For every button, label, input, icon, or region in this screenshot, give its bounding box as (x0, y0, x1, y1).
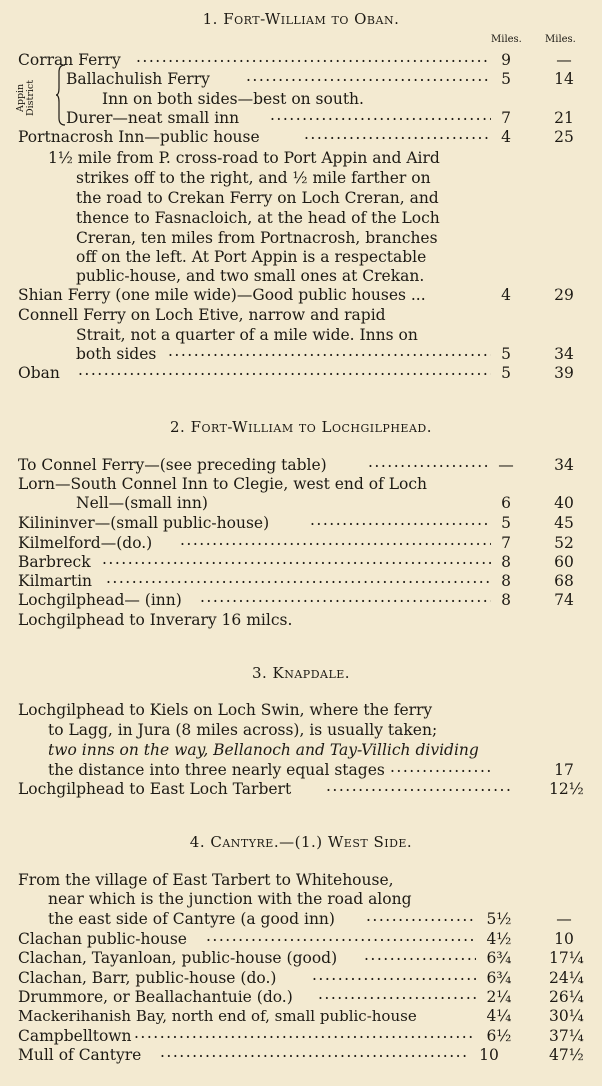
route-name: Kilmelford—(do.) (18, 534, 153, 552)
route-name: the distance into three nearly equal stages (48, 761, 385, 779)
total-miles: 74 (554, 591, 574, 609)
route-name: to Lagg, in Jura (8 miles across), is usually taken; (48, 721, 438, 739)
total-miles: 60 (554, 553, 574, 571)
stage-miles: 6¾ (486, 949, 512, 967)
total-miles: 45 (554, 514, 574, 532)
leader-dots (366, 909, 476, 926)
note-line: off on the left. At Port Appin is a respectable (76, 248, 427, 266)
route-row (18, 590, 584, 610)
leader-dots (102, 552, 491, 569)
leader-dots (368, 455, 491, 472)
route-name: Kilmartin (18, 572, 93, 590)
stage-miles: 5 (501, 345, 511, 363)
total-miles: 68 (554, 572, 574, 590)
stage-miles: 7 (501, 109, 511, 127)
total-miles: 34 (554, 456, 574, 474)
route-row (18, 740, 584, 760)
stage-miles: 6 (501, 494, 511, 512)
route-name: Lochgilphead to Inverary 16 milcs. (18, 611, 293, 629)
leader-dots (206, 929, 476, 946)
route-name: Clachan public-house (18, 930, 187, 948)
route-row (18, 610, 584, 630)
leader-dots (318, 987, 476, 1004)
stage-miles: 5 (501, 514, 511, 532)
route-name: To Connel Ferry—(see preceding table) (18, 456, 327, 474)
stage-miles: 8 (501, 553, 511, 571)
route-row (18, 571, 584, 591)
route-row (18, 513, 584, 533)
total-miles: 30¼ (549, 1007, 584, 1025)
route-row (18, 50, 584, 70)
route-row (18, 455, 584, 475)
note-line: thence to Fasnacloich, at the head of the Loch (76, 209, 440, 227)
stage-miles: 4 (501, 286, 511, 304)
miles-header-total: Miles. (545, 34, 576, 45)
leader-dots (312, 968, 476, 985)
leader-dots (310, 513, 491, 530)
route-row (18, 909, 584, 929)
total-miles: 52 (554, 534, 574, 552)
total-miles: 29 (554, 286, 574, 304)
route-name: Drummore, or Beallachantuie (do.) (18, 988, 293, 1006)
route-name: Lochgilphead to Kiels on Loch Swin, where the ferry (18, 701, 433, 719)
route-name: the east side of Cantyre (a good inn) (48, 910, 335, 928)
leader-dots (246, 69, 491, 86)
section-4-title: 4. Cantyre.—(1.) West Side. (189, 833, 413, 851)
note-line: the road to Crekan Ferry on Loch Creran, and (76, 189, 439, 207)
leader-dots (180, 533, 491, 550)
stage-miles: 5 (501, 70, 511, 88)
stage-miles: 5½ (486, 910, 512, 928)
total-miles: 17 (554, 761, 574, 779)
route-row (18, 69, 584, 89)
stage-miles: 9 (501, 51, 511, 69)
route-name: Nell—(small inn) (76, 494, 208, 512)
route-name: Shian Ferry (one mile wide)—Good public houses ... (18, 286, 426, 304)
stage-miles: 6½ (486, 1027, 512, 1045)
route-row (18, 474, 584, 494)
total-miles: 47½ (549, 1046, 584, 1064)
total-miles: 21 (554, 109, 574, 127)
route-row (18, 285, 584, 305)
route-row (18, 968, 584, 988)
route-row (18, 889, 584, 909)
leader-dots (304, 127, 491, 144)
route-name: Lochgilphead— (inn) (18, 591, 182, 609)
route-name: Portnacrosh Inn—public house (18, 128, 260, 146)
note-line: Creran, ten miles from Portnacrosh, branches (76, 229, 438, 247)
stage-miles: 6¾ (486, 969, 512, 987)
route-row (18, 493, 584, 513)
route-row (18, 89, 584, 109)
route-name: Clachan, Tayanloan, public-house (good) (18, 949, 338, 967)
stage-miles: 4¼ (486, 1007, 512, 1025)
route-row (18, 552, 584, 572)
total-miles: 24¼ (549, 969, 584, 987)
route-row (18, 870, 584, 890)
leader-dots (136, 50, 491, 67)
note-line: 1½ mile from P. cross-road to Port Appin and Aird (48, 149, 440, 167)
leader-dots (160, 1045, 470, 1062)
route-name: Ballachulish Ferry (66, 70, 210, 88)
route-name: Lochgilphead to East Loch Tarbert (18, 780, 292, 798)
route-name: Lorn—South Connel Inn to Clegie, west end of Loch (18, 475, 428, 493)
total-miles: 39 (554, 364, 574, 382)
route-name: Durer—neat small inn (66, 109, 240, 127)
route-row (18, 987, 584, 1007)
stage-miles: 2¼ (486, 988, 512, 1006)
route-name: Clachan, Barr, public-house (do.) (18, 969, 277, 987)
route-row (18, 760, 584, 780)
route-name: Barbreck (18, 553, 91, 571)
total-miles: 26¼ (549, 988, 584, 1006)
total-miles: 12½ (549, 780, 584, 798)
route-row (18, 127, 584, 147)
section-2-title: 2. Fort-William to Lochgilphead. (170, 418, 432, 436)
leader-dots (78, 363, 491, 380)
route-row (18, 1045, 584, 1065)
total-miles: — (556, 910, 572, 928)
leader-dots (200, 590, 491, 607)
stage-miles: 5 (501, 364, 511, 382)
leader-dots (134, 1026, 476, 1043)
section-1-title: 1. Fort-William to Oban. (202, 10, 400, 28)
route-row (18, 344, 584, 364)
route-name: two inns on the way, Bellanoch and Tay-Villich dividing (48, 741, 479, 759)
route-row (18, 929, 584, 949)
miles-header-stage: Miles. (491, 34, 522, 45)
stage-miles: 10 (479, 1046, 499, 1064)
route-name: Strait, not a quarter of a mile wide. Inns on (76, 326, 418, 344)
route-name: near which is the junction with the road along (48, 890, 412, 908)
route-name: From the village of East Tarbert to Whitehouse, (18, 871, 394, 889)
leader-dots (364, 948, 476, 965)
route-name: Campbelltown (18, 1027, 132, 1045)
route-name: Mackerihanish Bay, north end of, small public-house (18, 1007, 417, 1025)
route-row (18, 325, 584, 345)
leader-dots (168, 344, 491, 361)
route-row (18, 305, 584, 325)
section-3-title: 3. Knapdale. (251, 664, 351, 682)
leader-dots (326, 779, 511, 796)
total-miles: 17¼ (549, 949, 584, 967)
total-miles: 10 (554, 930, 574, 948)
leader-dots (390, 760, 491, 777)
route-name: Connell Ferry on Loch Etive, narrow and rapid (18, 306, 386, 324)
route-name: Kilininver—(small public-house) (18, 514, 270, 532)
route-row (18, 948, 584, 968)
total-miles: 25 (554, 128, 574, 146)
route-name: Inn on both sides—best on south. (102, 90, 364, 108)
route-row (18, 363, 584, 383)
total-miles: — (556, 51, 572, 69)
leader-dots (270, 108, 491, 125)
route-row (18, 779, 584, 799)
leader-dots (106, 571, 491, 588)
total-miles: 40 (554, 494, 574, 512)
route-name: Oban (18, 364, 60, 382)
route-row (18, 533, 584, 553)
stage-miles: 8 (501, 591, 511, 609)
note-line: strikes off to the right, and ½ mile farther on (76, 169, 431, 187)
route-name: Mull of Cantyre (18, 1046, 142, 1064)
stage-miles: 4½ (486, 930, 512, 948)
total-miles: 34 (554, 345, 574, 363)
route-row (18, 720, 584, 740)
appin-district-label: Appin District (15, 79, 36, 117)
route-row (18, 700, 584, 720)
route-row (18, 108, 584, 128)
stage-miles: — (498, 456, 514, 474)
stage-miles: 7 (501, 534, 511, 552)
stage-miles: 8 (501, 572, 511, 590)
stage-miles: 4 (501, 128, 511, 146)
route-name: both sides (76, 345, 157, 363)
total-miles: 37¼ (549, 1027, 584, 1045)
note-line: public-house, and two small ones at Crekan. (76, 267, 425, 285)
route-row (18, 1026, 584, 1046)
route-row (18, 1006, 584, 1026)
route-name: Corran Ferry (18, 51, 121, 69)
total-miles: 14 (554, 70, 574, 88)
